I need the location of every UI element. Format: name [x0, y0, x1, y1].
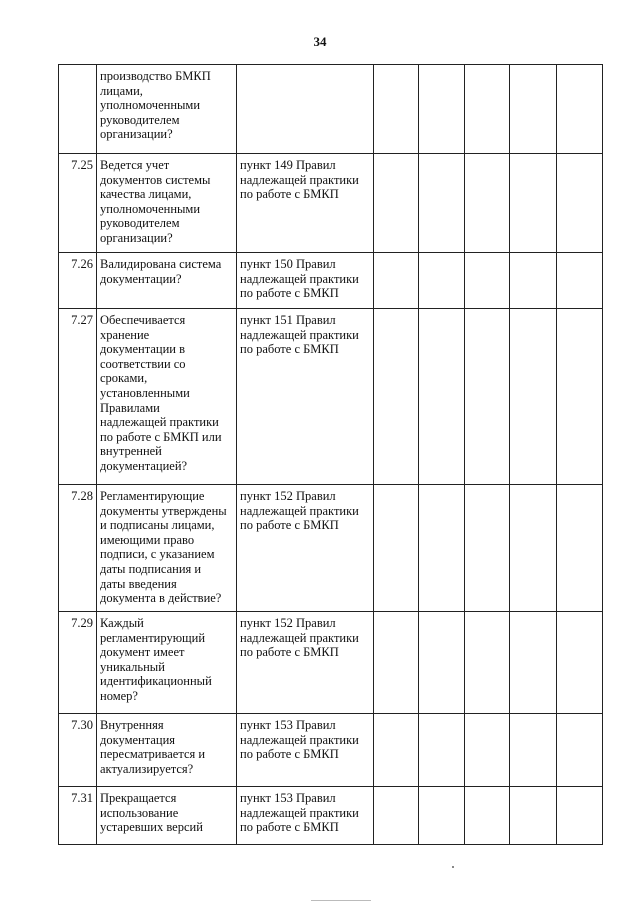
answer-cell-extra[interactable]: [510, 714, 557, 787]
answer-cell-no[interactable]: [419, 154, 465, 253]
answer-cell-na[interactable]: [465, 787, 510, 845]
reference-text: пункт 153 Правил надлежащей практики по работе с БМКП: [237, 714, 374, 787]
answer-cell-na[interactable]: [465, 154, 510, 253]
comment-cell[interactable]: [557, 253, 603, 309]
question-text: Обеспечивается хранение документации в соответствии со сроками, установленными Правилами надлежащей практики по работе с БМКП или внутренней документацией?: [97, 309, 237, 485]
answer-cell-yes[interactable]: [374, 485, 419, 612]
scan-speck: [311, 900, 371, 901]
answer-cell-na[interactable]: [465, 309, 510, 485]
table-row: [59, 787, 603, 845]
item-number: 7.27: [59, 309, 97, 485]
comment-cell[interactable]: [557, 309, 603, 485]
question-text: Прекращается использование устаревших версий: [97, 787, 237, 845]
scan-speck: [452, 866, 454, 868]
reference-text: [237, 65, 374, 154]
question-text: Внутренняя документация пересматривается и актуализируется?: [97, 714, 237, 787]
reference-text: пункт 153 Правил надлежащей практики по работе с БМКП: [237, 787, 374, 845]
answer-cell-extra[interactable]: [510, 65, 557, 154]
answer-cell-extra[interactable]: [510, 253, 557, 309]
table-row: [59, 714, 603, 787]
comment-cell[interactable]: [557, 154, 603, 253]
comment-cell[interactable]: [557, 65, 603, 154]
answer-cell-yes[interactable]: [374, 65, 419, 154]
reference-text: пункт 149 Правил надлежащей практики по работе с БМКП: [237, 154, 374, 253]
answer-cell-na[interactable]: [465, 714, 510, 787]
comment-cell[interactable]: [557, 612, 603, 714]
item-number: 7.28: [59, 485, 97, 612]
answer-cell-yes[interactable]: [374, 253, 419, 309]
table-row: [59, 65, 603, 154]
answer-cell-extra[interactable]: [510, 309, 557, 485]
answer-cell-na[interactable]: [465, 485, 510, 612]
table-row: [59, 253, 603, 309]
answer-cell-yes[interactable]: [374, 714, 419, 787]
table-row: [59, 485, 603, 612]
question-text: Ведется учет документов системы качества лицами, уполномоченными руководителем организации?: [97, 154, 237, 253]
reference-text: пункт 150 Правил надлежащей практики по работе с БМКП: [237, 253, 374, 309]
question-text: Валидирована система документации?: [97, 253, 237, 309]
table-row: [59, 309, 603, 485]
answer-cell-extra[interactable]: [510, 612, 557, 714]
question-text: Регламентирующие документы утверждены и подписаны лицами, имеющими право подписи, с указанием даты подписания и даты введения документа в действие?: [97, 485, 237, 612]
answer-cell-no[interactable]: [419, 309, 465, 485]
table-row: [59, 612, 603, 714]
table-row: [59, 154, 603, 253]
answer-cell-no[interactable]: [419, 65, 465, 154]
answer-cell-no[interactable]: [419, 253, 465, 309]
answer-cell-na[interactable]: [465, 65, 510, 154]
item-number: 7.25: [59, 154, 97, 253]
answer-cell-na[interactable]: [465, 612, 510, 714]
answer-cell-yes[interactable]: [374, 612, 419, 714]
checklist-table: [58, 64, 603, 845]
answer-cell-yes[interactable]: [374, 154, 419, 253]
answer-cell-no[interactable]: [419, 714, 465, 787]
item-number: 7.29: [59, 612, 97, 714]
item-number: [59, 65, 97, 154]
item-number: 7.31: [59, 787, 97, 845]
comment-cell[interactable]: [557, 787, 603, 845]
reference-text: пункт 152 Правил надлежащей практики по работе с БМКП: [237, 612, 374, 714]
item-number: 7.26: [59, 253, 97, 309]
reference-text: пункт 151 Правил надлежащей практики по работе с БМКП: [237, 309, 374, 485]
comment-cell[interactable]: [557, 485, 603, 612]
reference-text: пункт 152 Правил надлежащей практики по работе с БМКП: [237, 485, 374, 612]
answer-cell-extra[interactable]: [510, 154, 557, 253]
answer-cell-extra[interactable]: [510, 485, 557, 612]
answer-cell-no[interactable]: [419, 485, 465, 612]
answer-cell-yes[interactable]: [374, 309, 419, 485]
answer-cell-yes[interactable]: [374, 787, 419, 845]
page-number: 34: [313, 34, 327, 49]
item-number: 7.30: [59, 714, 97, 787]
question-text: Каждый регламентирующий документ имеет уникальный идентификационный номер?: [97, 612, 237, 714]
answer-cell-extra[interactable]: [510, 787, 557, 845]
answer-cell-no[interactable]: [419, 787, 465, 845]
answer-cell-na[interactable]: [465, 253, 510, 309]
answer-cell-no[interactable]: [419, 612, 465, 714]
question-text: производство БМКП лицами, уполномоченными руководителем организации?: [97, 65, 237, 154]
comment-cell[interactable]: [557, 714, 603, 787]
